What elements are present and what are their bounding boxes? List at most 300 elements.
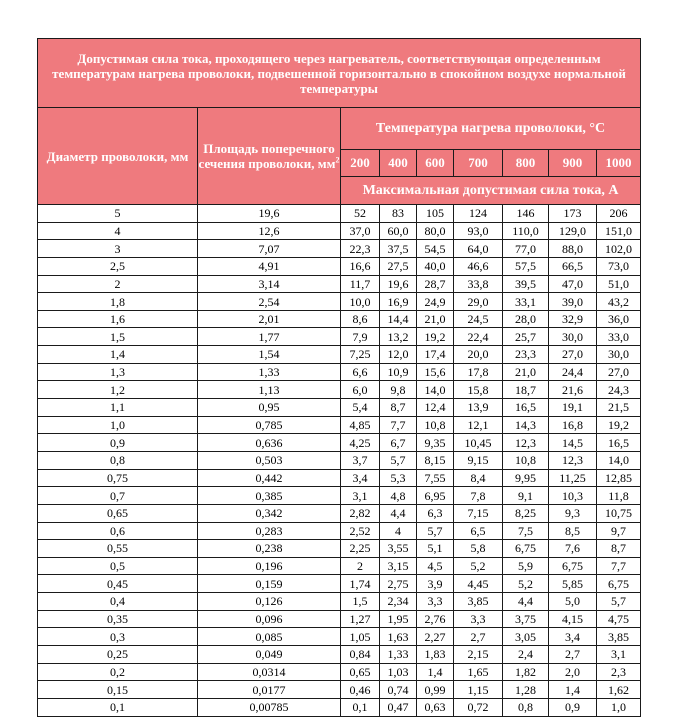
cell-current: 22,4: [454, 328, 503, 346]
cell-current: 12,1: [454, 416, 503, 434]
cell-current: 0,65: [341, 663, 380, 681]
cell-current: 15,8: [454, 381, 503, 399]
cell-area: 0,283: [198, 522, 341, 540]
cell-current: 102,0: [597, 240, 641, 258]
cell-current: 21,0: [417, 310, 454, 328]
cell-diameter: 2,5: [38, 257, 198, 275]
cell-current: 39,0: [549, 293, 597, 311]
cell-current: 16,6: [341, 257, 380, 275]
cell-current: 21,6: [549, 381, 597, 399]
cell-current: 7,55: [417, 469, 454, 487]
cell-current: 46,6: [454, 257, 503, 275]
cell-current: 1,74: [341, 575, 380, 593]
cell-current: 10,9: [380, 363, 417, 381]
cell-area: 1,13: [198, 381, 341, 399]
cell-current: 6,7: [380, 434, 417, 452]
cell-current: 16,5: [597, 434, 641, 452]
cell-area: 0,442: [198, 469, 341, 487]
table-row: [38, 451, 641, 469]
cell-current: 3,15: [380, 557, 417, 575]
cell-current: 1,03: [380, 663, 417, 681]
cell-current: 5,2: [503, 575, 549, 593]
cell-current: 1,95: [380, 610, 417, 628]
cell-current: 7,7: [597, 557, 641, 575]
cell-current: 2,25: [341, 540, 380, 558]
cell-area: 0,096: [198, 610, 341, 628]
cell-current: 173: [549, 205, 597, 223]
temp-1000: 1000: [597, 150, 641, 177]
cell-current: 7,15: [454, 504, 503, 522]
cell-current: 1,4: [549, 681, 597, 699]
cell-current: 7,7: [380, 416, 417, 434]
cell-current: 3,9: [417, 575, 454, 593]
cell-current: 6,75: [597, 575, 641, 593]
cell-current: 6,3: [417, 504, 454, 522]
cell-current: 6,75: [503, 540, 549, 558]
cell-area: 2,01: [198, 310, 341, 328]
cell-current: 4,8: [380, 487, 417, 505]
temp-600: 600: [417, 150, 454, 177]
table-row: [38, 628, 641, 646]
cell-current: 1,05: [341, 628, 380, 646]
cell-area: 0,785: [198, 416, 341, 434]
cell-diameter: 4: [38, 222, 198, 240]
table-row: [38, 663, 641, 681]
cell-current: 3,1: [597, 646, 641, 664]
cell-current: 88,0: [549, 240, 597, 258]
cell-diameter: 0,15: [38, 681, 198, 699]
cell-current: 24,4: [549, 363, 597, 381]
cell-current: 24,9: [417, 293, 454, 311]
table-row: [38, 381, 641, 399]
cell-current: 12,0: [380, 346, 417, 364]
cell-current: 5,7: [417, 522, 454, 540]
cell-area: 0,159: [198, 575, 341, 593]
cell-current: 3,05: [503, 628, 549, 646]
cell-current: 6,75: [549, 557, 597, 575]
cell-current: 17,4: [417, 346, 454, 364]
table-row: [38, 610, 641, 628]
cell-current: 1,5: [341, 593, 380, 611]
cell-current: 17,8: [454, 363, 503, 381]
cell-current: 33,8: [454, 275, 503, 293]
cell-area: 0,0177: [198, 681, 341, 699]
cell-current: 11,25: [549, 469, 597, 487]
cell-current: 28,0: [503, 310, 549, 328]
table-row: [38, 257, 641, 275]
cell-area: 0,95: [198, 399, 341, 417]
cell-current: 8,7: [380, 399, 417, 417]
cell-current: 22,3: [341, 240, 380, 258]
cell-current: 1,62: [597, 681, 641, 699]
cell-area: 7,07: [198, 240, 341, 258]
cell-current: 105: [417, 205, 454, 223]
cell-current: 2,75: [380, 575, 417, 593]
cell-current: 9,8: [380, 381, 417, 399]
cell-current: 3,3: [417, 593, 454, 611]
cell-current: 13,2: [380, 328, 417, 346]
cell-area: 1,33: [198, 363, 341, 381]
cell-current: 2,3: [597, 663, 641, 681]
cell-current: 24,3: [597, 381, 641, 399]
cell-current: 4,45: [454, 575, 503, 593]
cell-current: 110,0: [503, 222, 549, 240]
cell-current: 33,1: [503, 293, 549, 311]
cell-current: 8,7: [597, 540, 641, 558]
header-max-current: Максимальная допустимая сила тока, А: [341, 177, 641, 205]
cell-current: 8,4: [454, 469, 503, 487]
cell-diameter: 3: [38, 240, 198, 258]
cell-current: 5,8: [454, 540, 503, 558]
cell-current: 52: [341, 205, 380, 223]
cell-area: 0,636: [198, 434, 341, 452]
cell-diameter: 1,0: [38, 416, 198, 434]
cell-current: 1,82: [503, 663, 549, 681]
table-row: [38, 240, 641, 258]
table-row: [38, 363, 641, 381]
cell-current: 0,9: [549, 698, 597, 716]
cell-current: 9,3: [549, 504, 597, 522]
cell-current: 19,6: [380, 275, 417, 293]
table-row: [38, 416, 641, 434]
cell-current: 7,9: [341, 328, 380, 346]
cell-current: 14,0: [417, 381, 454, 399]
cell-current: 3,4: [341, 469, 380, 487]
cell-diameter: 0,45: [38, 575, 198, 593]
cell-current: 16,9: [380, 293, 417, 311]
cell-diameter: 1,5: [38, 328, 198, 346]
cell-current: 0,74: [380, 681, 417, 699]
cell-diameter: 0,8: [38, 451, 198, 469]
cell-current: 13,9: [454, 399, 503, 417]
cell-current: 3,1: [341, 487, 380, 505]
cell-current: 8,5: [549, 522, 597, 540]
cell-current: 54,5: [417, 240, 454, 258]
cell-current: 2,4: [503, 646, 549, 664]
cell-current: 6,6: [341, 363, 380, 381]
cell-diameter: 1,3: [38, 363, 198, 381]
cell-current: 9,7: [597, 522, 641, 540]
cell-current: 6,5: [454, 522, 503, 540]
cell-current: 2,15: [454, 646, 503, 664]
cell-current: 3,55: [380, 540, 417, 558]
cell-current: 2,7: [549, 646, 597, 664]
table-row: [38, 646, 641, 664]
cell-current: 80,0: [417, 222, 454, 240]
table-body: [38, 205, 641, 717]
table-row: [38, 346, 641, 364]
cell-area: 3,14: [198, 275, 341, 293]
cell-current: 36,0: [597, 310, 641, 328]
table-row: [38, 698, 641, 716]
cell-diameter: 0,9: [38, 434, 198, 452]
header-area-sup: 2: [335, 155, 340, 165]
cell-diameter: 2: [38, 275, 198, 293]
temp-900: 900: [549, 150, 597, 177]
cell-area: 0,0314: [198, 663, 341, 681]
cell-current: 1,33: [380, 646, 417, 664]
cell-current: 2,7: [454, 628, 503, 646]
cell-current: 25,7: [503, 328, 549, 346]
cell-diameter: 0,25: [38, 646, 198, 664]
cell-current: 0,46: [341, 681, 380, 699]
cell-diameter: 0,5: [38, 557, 198, 575]
cell-current: 18,7: [503, 381, 549, 399]
cell-current: 206: [597, 205, 641, 223]
table-row: [38, 275, 641, 293]
table-row: [38, 293, 641, 311]
temp-400: 400: [380, 150, 417, 177]
cell-area: 0,126: [198, 593, 341, 611]
cell-current: 8,15: [417, 451, 454, 469]
cell-current: 33,0: [597, 328, 641, 346]
cell-current: 43,2: [597, 293, 641, 311]
cell-area: 0,385: [198, 487, 341, 505]
cell-current: 2,76: [417, 610, 454, 628]
header-area-label: Площадь поперечного сечения проволоки, мм: [198, 141, 336, 171]
cell-current: 14,3: [503, 416, 549, 434]
cell-current: 15,6: [417, 363, 454, 381]
cell-current: 129,0: [549, 222, 597, 240]
cell-current: 27,0: [597, 363, 641, 381]
cell-current: 1,65: [454, 663, 503, 681]
cell-current: 3,85: [597, 628, 641, 646]
table-row: [38, 434, 641, 452]
cell-current: 0,84: [341, 646, 380, 664]
cell-current: 8,25: [503, 504, 549, 522]
table-row: [38, 469, 641, 487]
cell-area: 19,6: [198, 205, 341, 223]
cell-current: 0,72: [454, 698, 503, 716]
cell-current: 83: [380, 205, 417, 223]
cell-current: 6,95: [417, 487, 454, 505]
cell-current: 14,0: [597, 451, 641, 469]
cell-diameter: 1,2: [38, 381, 198, 399]
cell-current: 5,2: [454, 557, 503, 575]
cell-current: 30,0: [549, 328, 597, 346]
cell-current: 10,8: [417, 416, 454, 434]
cell-current: 10,8: [503, 451, 549, 469]
table-row: [38, 575, 641, 593]
table-row: [38, 487, 641, 505]
temp-200: 200: [341, 150, 380, 177]
cell-current: 6,0: [341, 381, 380, 399]
cell-current: 0,63: [417, 698, 454, 716]
cell-current: 151,0: [597, 222, 641, 240]
cell-current: 4,25: [341, 434, 380, 452]
cell-current: 2,34: [380, 593, 417, 611]
header-area: [198, 108, 341, 205]
cell-current: 0,99: [417, 681, 454, 699]
cell-current: 12,85: [597, 469, 641, 487]
cell-diameter: 0,35: [38, 610, 198, 628]
cell-current: 124: [454, 205, 503, 223]
cell-diameter: 0,2: [38, 663, 198, 681]
cell-current: 12,4: [417, 399, 454, 417]
cell-current: 77,0: [503, 240, 549, 258]
cell-current: 1,27: [341, 610, 380, 628]
cell-current: 0,47: [380, 698, 417, 716]
cell-current: 3,3: [454, 610, 503, 628]
cell-current: 8,6: [341, 310, 380, 328]
cell-area: 0,049: [198, 646, 341, 664]
table-row: [38, 205, 641, 223]
cell-current: 2,0: [549, 663, 597, 681]
cell-current: 9,1: [503, 487, 549, 505]
temp-800: 800: [503, 150, 549, 177]
table-row: [38, 504, 641, 522]
cell-diameter: 1,8: [38, 293, 198, 311]
cell-current: 4,4: [380, 504, 417, 522]
cell-current: 5,7: [380, 451, 417, 469]
cell-current: 3,7: [341, 451, 380, 469]
cell-current: 2: [341, 557, 380, 575]
cell-current: 11,8: [597, 487, 641, 505]
cell-current: 1,83: [417, 646, 454, 664]
cell-area: 2,54: [198, 293, 341, 311]
cell-diameter: 0,7: [38, 487, 198, 505]
cell-current: 9,15: [454, 451, 503, 469]
cell-area: 0,503: [198, 451, 341, 469]
cell-diameter: 5: [38, 205, 198, 223]
cell-diameter: 0,3: [38, 628, 198, 646]
cell-current: 27,5: [380, 257, 417, 275]
cell-current: 1,28: [503, 681, 549, 699]
cell-diameter: 0,1: [38, 698, 198, 716]
cell-current: 12,3: [503, 434, 549, 452]
cell-current: 3,75: [503, 610, 549, 628]
cell-diameter: 0,4: [38, 593, 198, 611]
table-row: [38, 681, 641, 699]
table-row: [38, 540, 641, 558]
cell-current: 39,5: [503, 275, 549, 293]
cell-diameter: 1,1: [38, 399, 198, 417]
cell-current: 5,3: [380, 469, 417, 487]
cell-current: 9,35: [417, 434, 454, 452]
cell-current: 60,0: [380, 222, 417, 240]
table-row: [38, 399, 641, 417]
cell-current: 0,8: [503, 698, 549, 716]
cell-current: 14,5: [549, 434, 597, 452]
cell-current: 1,0: [597, 698, 641, 716]
header-diameter: Диаметр проволоки, мм: [38, 108, 198, 205]
cell-current: 4,75: [597, 610, 641, 628]
cell-current: 40,0: [417, 257, 454, 275]
cell-current: 10,75: [597, 504, 641, 522]
cell-current: 30,0: [597, 346, 641, 364]
cell-diameter: 1,6: [38, 310, 198, 328]
cell-diameter: 0,75: [38, 469, 198, 487]
cell-current: 12,3: [549, 451, 597, 469]
cell-area: 0,00785: [198, 698, 341, 716]
table-row: [38, 222, 641, 240]
cell-current: 5,4: [341, 399, 380, 417]
table-row: [38, 522, 641, 540]
table-title: Допустимая сила тока, проходящего через нагреватель, соответствующая определенным температурам нагрева проволоки, подвешенной горизонтально в спокойном воздухе нормальной температуры: [38, 39, 641, 108]
cell-current: 4,4: [503, 593, 549, 611]
cell-current: 23,3: [503, 346, 549, 364]
cell-area: 0,342: [198, 504, 341, 522]
cell-current: 3,85: [454, 593, 503, 611]
cell-current: 37,0: [341, 222, 380, 240]
cell-current: 21,5: [597, 399, 641, 417]
cell-area: 0,238: [198, 540, 341, 558]
cell-current: 4,15: [549, 610, 597, 628]
table-row: [38, 310, 641, 328]
cell-current: 29,0: [454, 293, 503, 311]
cell-current: 28,7: [417, 275, 454, 293]
cell-current: 3,4: [549, 628, 597, 646]
cell-current: 0,1: [341, 698, 380, 716]
cell-current: 5,9: [503, 557, 549, 575]
cell-current: 1,15: [454, 681, 503, 699]
cell-diameter: 0,6: [38, 522, 198, 540]
table-row: [38, 557, 641, 575]
cell-current: 19,2: [417, 328, 454, 346]
cell-current: 19,1: [549, 399, 597, 417]
cell-current: 21,0: [503, 363, 549, 381]
cell-current: 14,4: [380, 310, 417, 328]
cell-diameter: 0,55: [38, 540, 198, 558]
cell-current: 64,0: [454, 240, 503, 258]
table-row: [38, 593, 641, 611]
cell-current: 10,0: [341, 293, 380, 311]
cell-current: 32,9: [549, 310, 597, 328]
cell-area: 0,085: [198, 628, 341, 646]
table-row: [38, 328, 641, 346]
cell-current: 57,5: [503, 257, 549, 275]
cell-area: 12,6: [198, 222, 341, 240]
cell-diameter: 0,65: [38, 504, 198, 522]
cell-area: 0,196: [198, 557, 341, 575]
temp-700: 700: [454, 150, 503, 177]
cell-current: 93,0: [454, 222, 503, 240]
cell-current: 2,27: [417, 628, 454, 646]
cell-current: 19,2: [597, 416, 641, 434]
cell-current: 47,0: [549, 275, 597, 293]
cell-current: 10,3: [549, 487, 597, 505]
cell-current: 16,5: [503, 399, 549, 417]
cell-area: 4,91: [198, 257, 341, 275]
cell-current: 7,8: [454, 487, 503, 505]
current-table: [37, 38, 641, 717]
cell-current: 24,5: [454, 310, 503, 328]
cell-current: 37,5: [380, 240, 417, 258]
cell-current: 2,52: [341, 522, 380, 540]
cell-current: 5,1: [417, 540, 454, 558]
cell-area: 1,77: [198, 328, 341, 346]
cell-current: 27,0: [549, 346, 597, 364]
cell-area: 1,54: [198, 346, 341, 364]
cell-current: 51,0: [597, 275, 641, 293]
cell-current: 73,0: [597, 257, 641, 275]
cell-current: 11,7: [341, 275, 380, 293]
cell-diameter: 1,4: [38, 346, 198, 364]
cell-current: 7,6: [549, 540, 597, 558]
cell-current: 66,5: [549, 257, 597, 275]
cell-current: 16,8: [549, 416, 597, 434]
cell-current: 5,85: [549, 575, 597, 593]
cell-current: 9,95: [503, 469, 549, 487]
cell-current: 4,5: [417, 557, 454, 575]
cell-current: 7,5: [503, 522, 549, 540]
cell-current: 1,63: [380, 628, 417, 646]
cell-current: 10,45: [454, 434, 503, 452]
cell-current: 4: [380, 522, 417, 540]
cell-current: 146: [503, 205, 549, 223]
cell-current: 4,85: [341, 416, 380, 434]
cell-current: 2,82: [341, 504, 380, 522]
